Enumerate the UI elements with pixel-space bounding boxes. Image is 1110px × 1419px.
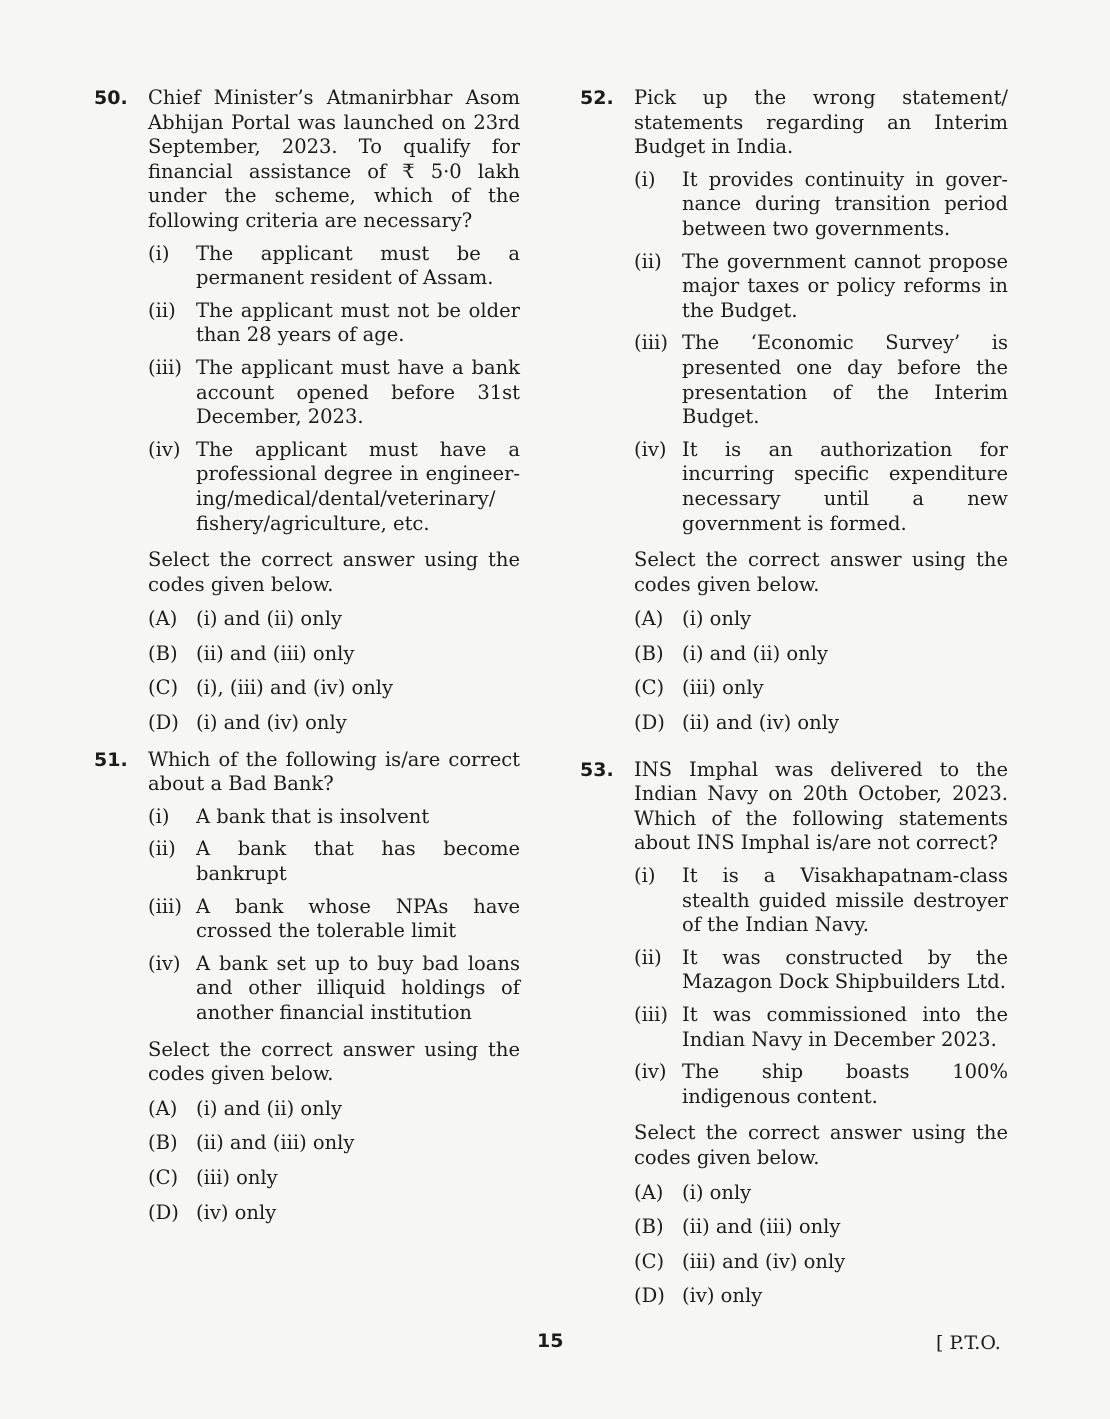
statement-text: A bank that is insolvent: [196, 804, 430, 828]
statement-text: The government cannot propose major taxes or policy reforms in the Budget.: [682, 249, 1008, 322]
page-number: 15: [537, 1330, 564, 1352]
answer-option: [148, 711, 520, 736]
answer-option: [634, 1181, 1008, 1206]
statement-text: A bank that has become bankrupt: [196, 837, 520, 886]
statement-text: The applicant must have a professional degree in engineering/medical/dental/veterinary/ fishery/agriculture, etc.: [196, 437, 520, 535]
option-text: (i) and (ii) only: [196, 1096, 342, 1120]
answer-option: [148, 676, 520, 701]
option-text: (i), (iii) and (iv) only: [196, 676, 394, 700]
statement: [148, 356, 520, 430]
answer-option: [148, 1201, 520, 1226]
statement-text: The applicant must be a permanent resident of Assam.: [196, 241, 520, 290]
option-label: (D): [148, 711, 179, 735]
question-50: [94, 86, 520, 736]
answer-option: [148, 1131, 520, 1156]
answer-instruction: Select the correct answer using the codes given below.: [634, 1121, 1008, 1169]
option-label: (B): [148, 641, 178, 665]
question-stem: Chief Minister’s Atmanirbhar Asom Abhijan Portal was launched on 23rd September, 2023. To qualify for financial assistance of ₹ 5·0 lakh under the scheme, which of the following criteria are necessary?: [148, 86, 520, 232]
statement-text: The applicant must not be older than 28 years of age.: [196, 298, 520, 347]
statement: [148, 952, 520, 1026]
statement-text: It is an authorization for incurring specific expenditure necessary until a new government is formed.: [682, 437, 1008, 535]
answer-option: [148, 642, 520, 667]
statement: [634, 946, 1008, 995]
question-stem: Which of the following is/are correct about a Bad Bank?: [148, 747, 520, 796]
statement-label: (i): [148, 804, 170, 828]
answer-option: [634, 1284, 1008, 1309]
statement-text: It is a Visakhapatnam-class stealth guided missile destroyer of the Indian Navy.: [682, 864, 1008, 937]
option-label: (B): [634, 641, 664, 665]
option-label: (C): [634, 1249, 665, 1273]
statement-text: The applicant must have a bank account opened before 31st December, 2023.: [196, 355, 520, 429]
option-text: (i) only: [682, 1180, 752, 1204]
statement-label: (iv): [148, 437, 181, 461]
option-label: (C): [634, 676, 665, 700]
question-51: [94, 748, 520, 1226]
statement-label: (iii): [148, 894, 182, 918]
option-text: (i) and (iv) only: [196, 711, 347, 735]
statement-label: (iv): [634, 437, 667, 461]
question-53: [580, 758, 1008, 1309]
statement: [148, 837, 520, 886]
statement-label: (i): [634, 864, 656, 888]
statement: [634, 864, 1008, 938]
option-label: (D): [634, 711, 665, 735]
option-label: (B): [634, 1215, 664, 1239]
option-text: (i) and (ii) only: [196, 607, 342, 631]
statement-text: The ‘Economic Survey’ is presented one day before the presentation of the Interim Budget.: [682, 331, 1008, 429]
statement-label: (iii): [634, 331, 668, 355]
option-text: (iii) and (iv) only: [682, 1249, 846, 1273]
answer-option: [634, 642, 1008, 667]
option-label: (A): [148, 607, 178, 631]
statement-label: (ii): [148, 298, 176, 322]
option-text: (ii) and (iii) only: [196, 641, 355, 665]
answer-option: [634, 607, 1008, 632]
statement-text: A bank set up to buy bad loans and other illiquid holdings of another financial institution: [196, 951, 520, 1024]
answer-instruction: Select the correct answer using the codes given below.: [634, 548, 1008, 596]
statement-label: (i): [634, 167, 656, 191]
answer-option: [148, 607, 520, 632]
option-text: (iv) only: [682, 1284, 763, 1308]
question-number: 53.: [580, 758, 614, 781]
statement-label: (iii): [148, 355, 182, 379]
option-label: (D): [634, 1284, 665, 1308]
statement: [148, 805, 520, 830]
statement: [634, 250, 1008, 324]
option-text: (ii) and (iii) only: [682, 1215, 841, 1239]
question-52: [580, 86, 1008, 736]
option-label: (A): [148, 1096, 178, 1120]
pto-label: [ P.T.O.: [936, 1332, 1001, 1354]
answer-option: [634, 1250, 1008, 1275]
answer-option: [634, 711, 1008, 736]
statement-label: (ii): [634, 249, 662, 273]
statement: [148, 242, 520, 291]
question-number: 52.: [580, 87, 614, 109]
option-text: (i) only: [682, 607, 752, 631]
option-text: (iv) only: [196, 1200, 277, 1224]
option-text: (i) and (ii) only: [682, 641, 828, 665]
statement-text: It was constructed by the Mazagon Dock Shipbuilders Ltd.: [682, 945, 1008, 994]
statement-label: (iv): [634, 1060, 667, 1084]
statement: [634, 331, 1008, 429]
statement-label: (i): [148, 241, 170, 265]
statement: [148, 299, 520, 348]
answer-instruction: Select the correct answer using the codes given below.: [148, 1037, 520, 1086]
question-number: 50.: [94, 87, 128, 109]
statement-text: It provides continuity in governance during transition period between two governments.: [682, 167, 1008, 240]
option-label: (C): [148, 676, 179, 700]
question-number: 51.: [94, 748, 128, 771]
option-text: (iii) only: [682, 676, 764, 700]
statement: [634, 1003, 1008, 1052]
statement: [634, 168, 1008, 242]
statement: [148, 895, 520, 944]
left-column: [94, 86, 520, 1225]
answer-option: [148, 1166, 520, 1191]
statement-text: A bank whose NPAs have crossed the tolerable limit: [196, 894, 520, 943]
option-label: (D): [148, 1200, 179, 1224]
answer-option: [634, 1215, 1008, 1240]
option-text: (ii) and (iv) only: [682, 711, 839, 735]
option-label: (A): [634, 607, 664, 631]
question-stem: Pick up the wrong statement/ statements regarding an Interim Budget in India.: [634, 86, 1008, 159]
right-column: [580, 86, 1008, 1309]
statement: [148, 438, 520, 536]
option-text: (iii) only: [196, 1165, 278, 1189]
answer-option: [634, 676, 1008, 701]
statement: [634, 1060, 1008, 1109]
statement-label: (ii): [148, 837, 176, 861]
statement-text: The ship boasts 100% indigenous content.: [682, 1060, 1008, 1108]
answer-instruction: Select the correct answer using the codes given below.: [148, 548, 520, 596]
statement-text: It was commissioned into the Indian Navy in December 2023.: [682, 1003, 1008, 1051]
option-label: (A): [634, 1180, 664, 1204]
statement-label: (iii): [634, 1003, 668, 1026]
statement-label: (ii): [634, 945, 662, 969]
statement-label: (iv): [148, 951, 181, 975]
answer-option: [148, 1097, 520, 1122]
option-label: (C): [148, 1165, 179, 1189]
question-stem: INS Imphal was delivered to the Indian Navy on 20th October, 2023. Which of the following statements about INS Imphal is/are not correct?: [634, 757, 1008, 855]
option-label: (B): [148, 1131, 178, 1155]
option-text: (ii) and (iii) only: [196, 1131, 355, 1155]
statement: [634, 438, 1008, 536]
